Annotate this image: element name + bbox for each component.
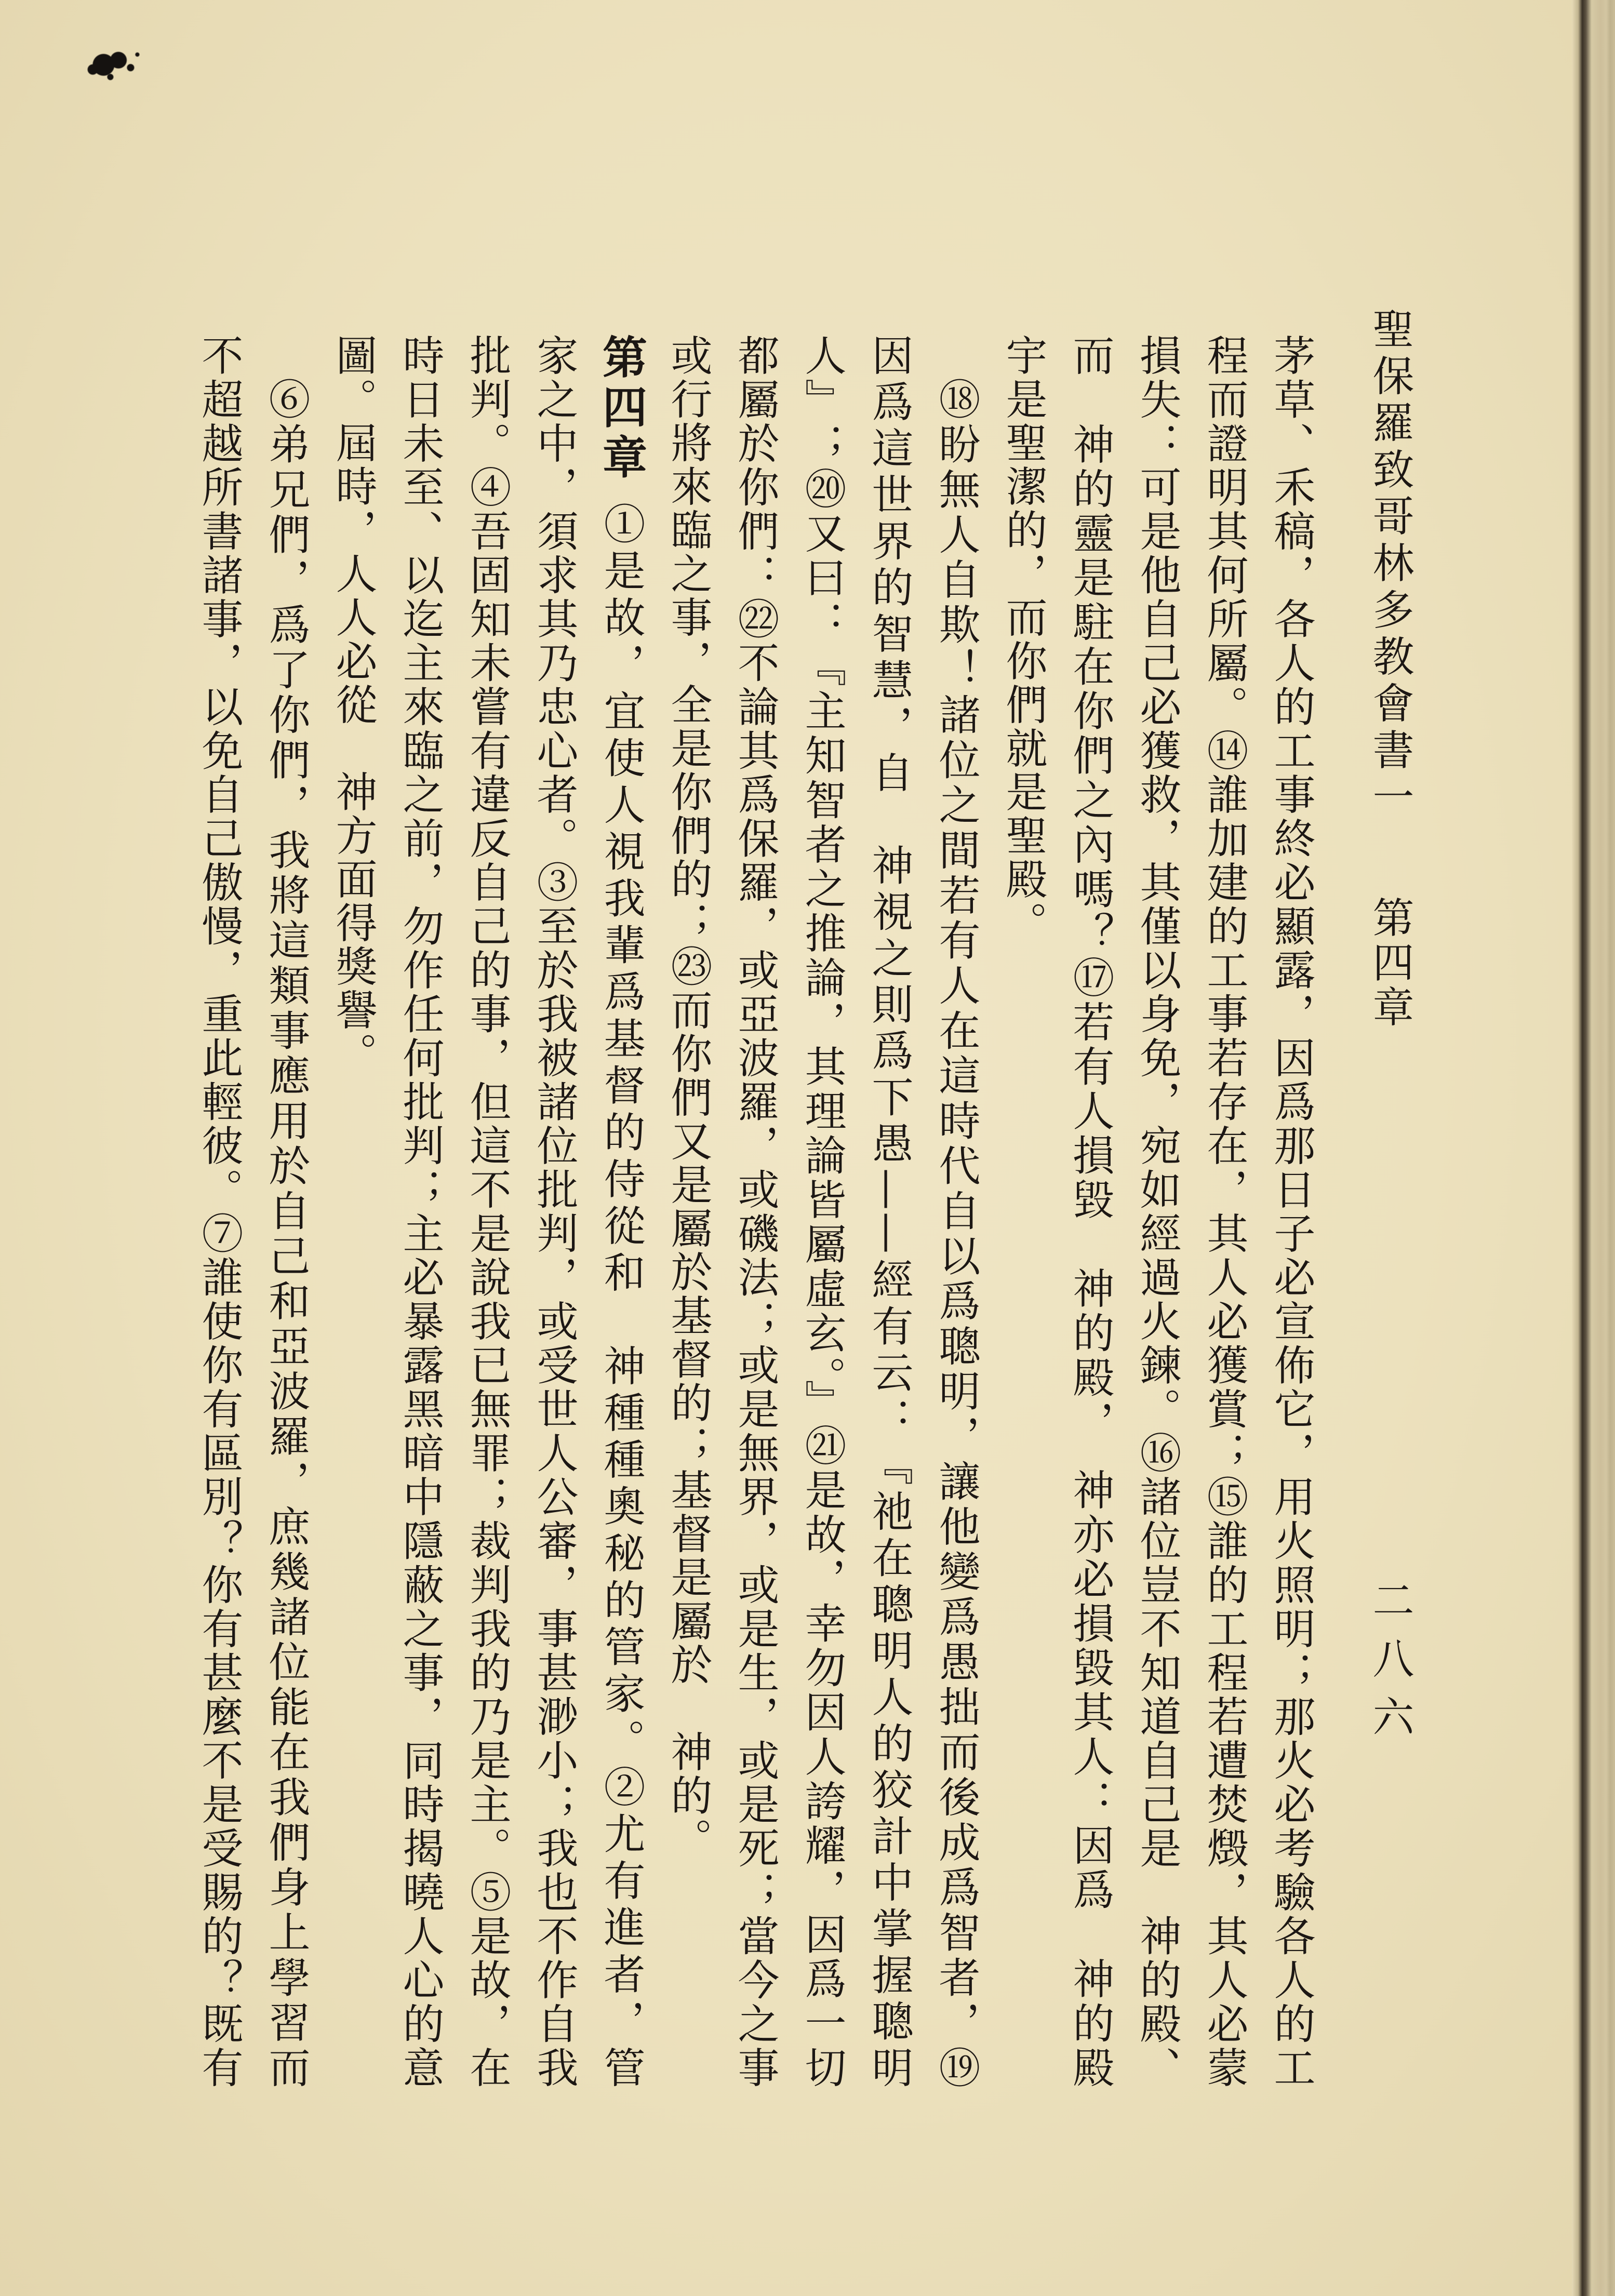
text-column-chapter-start bbox=[588, 334, 655, 2090]
text-column: 茅草、禾稿，各人的工事終必顯露，因爲那日子必宣佈它，用火照明；那火必考驗各人的工 bbox=[1267, 334, 1315, 2090]
text-column: 損失：可是他自己必獲救，其僅以身免，宛如經過火鍊。⑯諸位豈不知道自己是 神的殿、 bbox=[1133, 334, 1181, 2090]
text-column: 人』；⑳又曰：『主知智者之推論，其理論皆屬虛玄。』㉑是故，幸勿因人誇耀，因爲一切 bbox=[798, 334, 846, 2090]
chapter-heading: 第四章 bbox=[595, 334, 647, 484]
text-column: 時日未至、以迄主來臨之前，勿作任何批判；主必暴露黑暗中隱蔽之事，同時揭曉人心的意 bbox=[396, 334, 444, 2090]
text-column: 或行將來臨之事，全是你們的；㉓而你們又是屬於基督的；基督是屬於 神的。 bbox=[664, 334, 712, 1861]
book-title: 聖保羅致哥林多教會書一 bbox=[1366, 308, 1414, 822]
text-column: 程而證明其何所屬。⑭誰加建的工事若存在，其人必獲賞；⑮誰的工程若遭焚燬，其人必蒙 bbox=[1200, 334, 1248, 2090]
text-column: ⑥弟兄們，爲了你們，我將這類事應用於自己和亞波羅，庶幾諸位能在我們身上學習而 bbox=[262, 378, 310, 2090]
text-column: 因爲這世界的智慧，自 神視之則爲下愚——經有云：『祂在聰明人的狡計中掌握聰明 bbox=[865, 334, 913, 2090]
running-head-chapter: 第四章 bbox=[1366, 896, 1414, 1030]
text-column: 不超越所書諸事，以免自己傲慢，重此輕彼。⑦誰使你有區別？你有甚麼不是受賜的？既有 bbox=[195, 334, 243, 2090]
page-number: 二八六 bbox=[1366, 1579, 1414, 1753]
text-run: ①是故，宜使人視我輩爲基督的侍從和 神種種奧秘的管家。②尤有進者，管 bbox=[597, 502, 645, 2090]
ink-blot bbox=[78, 41, 145, 87]
text-column: 都屬於你們：㉒不論其爲保羅，或亞波羅，或磯法；或是無界，或是生，或是死；當今之事 bbox=[731, 334, 779, 2090]
text-column: 家之中，須求其乃忠心者。③至於我被諸位批判，或受世人公審，事甚渺小；我也不作自我 bbox=[530, 334, 578, 2090]
text-column: 圖。屆時，人人必從 神方面得獎譽。 bbox=[329, 334, 377, 1076]
text-column: 而 神的靈是駐在你們之內嗎？⑰若有人損毀 神的殿， 神亦必損毀其人：因爲 神的殿 bbox=[1066, 334, 1114, 2090]
text-column: 批判。④吾固知未嘗有違反自己的事，但這不是說我已無罪；裁判我的乃是主。⑤是故，在 bbox=[463, 334, 511, 2090]
running-head bbox=[1366, 308, 1413, 2074]
book-page-edge bbox=[1572, 0, 1615, 2296]
text-column: ⑱盼無人自欺！諸位之間若有人在這時代自以爲聰明，讓他變爲愚拙而後成爲智者，⑲ bbox=[932, 378, 980, 2090]
text-column: 宇是聖潔的，而你們就是聖殿。 bbox=[999, 334, 1047, 945]
body-text bbox=[185, 334, 1325, 2095]
